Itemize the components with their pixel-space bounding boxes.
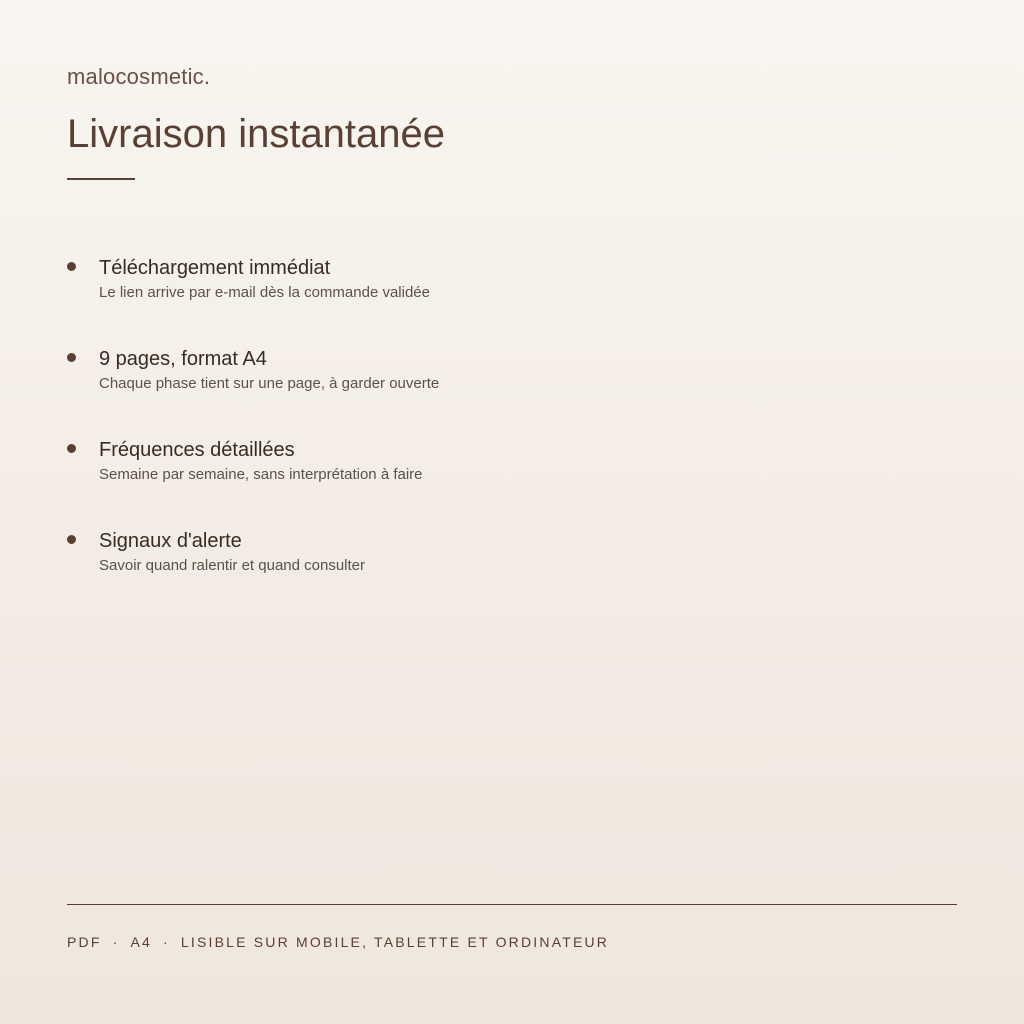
- footer-compatibility: LISIBLE SUR MOBILE, TABLETTE ET ORDINATEUR: [180, 934, 610, 950]
- feature-title: Fréquences détaillées: [99, 439, 295, 461]
- footer-format: PDF: [67, 934, 102, 950]
- bullet-icon: [67, 444, 76, 453]
- feature-description: Le lien arrive par e-mail dès la commande validée: [99, 284, 430, 301]
- feature-title: 9 pages, format A4: [99, 348, 267, 370]
- footer-info: [67, 934, 609, 950]
- feature-item-download: [67, 255, 439, 346]
- feature-item-frequencies: [67, 437, 439, 528]
- feature-item-alerts: [67, 528, 439, 619]
- title-underline: [67, 178, 135, 180]
- footer-separator: ·: [163, 934, 170, 950]
- bullet-icon: [67, 262, 76, 271]
- brand-name: malocosmetic.: [67, 64, 211, 89]
- page-title: Livraison instantanée: [67, 112, 446, 156]
- bullet-icon: [67, 535, 76, 544]
- feature-description: Semaine par semaine, sans interprétation à faire: [99, 466, 423, 483]
- feature-item-pages: [67, 346, 439, 437]
- footer-size: A4: [130, 934, 153, 950]
- feature-title: Téléchargement immédiat: [99, 257, 331, 279]
- feature-description: Savoir quand ralentir et quand consulter: [99, 557, 366, 574]
- feature-description: Chaque phase tient sur une page, à garder ouverte: [99, 375, 440, 392]
- bullet-icon: [67, 353, 76, 362]
- footer-separator: ·: [112, 934, 120, 950]
- feature-title: Signaux d'alerte: [99, 530, 242, 552]
- feature-list: [67, 255, 439, 619]
- footer-divider: [67, 904, 957, 905]
